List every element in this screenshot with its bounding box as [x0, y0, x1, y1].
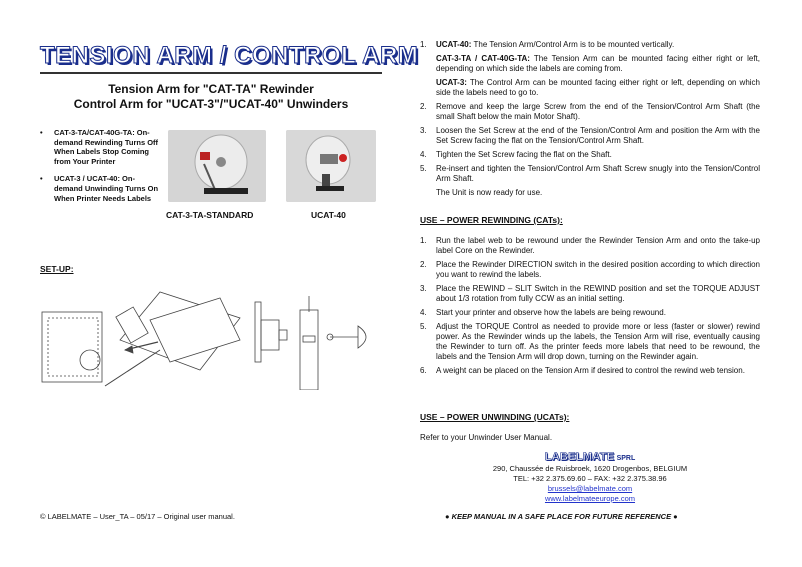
- company-email-link[interactable]: brussels@labelmate.com: [547, 484, 633, 493]
- step-text: Adjust the TORQUE Control as needed to provide more or less (faster or slower) rewind power. As the Rewinder winds up the labels, the Tension Arm will rise, eventually causing the Rewinder to turn off. As the printer feeds more labels that need to be rewound, the labels and the Tension Arm will drop down, turning on the Rewinder again.: [436, 322, 760, 361]
- subtitle-tension-arm: Tension Arm for "CAT-TA" Rewinder: [108, 82, 314, 96]
- step-text: The Tension Arm can be mounted facing either right or left, depending on which side the labels are coming from.: [436, 54, 760, 73]
- step-text: Remove and keep the large Screw from the end of the Tension/Control Arm Shaft (the small Shaft below the main Motor Shaft).: [436, 102, 760, 121]
- step-number: 2.: [420, 102, 427, 111]
- unwinding-heading: USE – POWER UNWINDING (UCATs):: [420, 412, 570, 422]
- setup-heading: SET-UP:: [40, 264, 74, 274]
- step-text: Re-insert and tighten the Tension/Control Arm Shaft Screw snugly into the Tension/Control Arm Shaft.: [436, 164, 760, 183]
- step-ready-note: The Unit is now ready for use.: [436, 188, 543, 197]
- step-lead: CAT-3-TA / CAT-40G-TA:: [436, 54, 530, 63]
- footer-keep-manual: ● KEEP MANUAL IN A SAFE PLACE FOR FUTURE REFERENCE ●: [445, 512, 678, 521]
- subtitle-control-arm: Control Arm for "UCAT-3"/"UCAT-40" Unwinders: [73, 97, 349, 111]
- step-2: [420, 102, 760, 122]
- logo-suffix: SPRL: [616, 455, 636, 462]
- unwinding-text: Refer to your Unwinder User Manual.: [420, 433, 553, 442]
- step-number: 1.: [420, 40, 427, 49]
- step-1-cat-ta: [420, 54, 760, 74]
- rewind-step-6: [420, 366, 760, 376]
- step-text: Place the Rewinder DIRECTION switch in the desired position according to which direction you want to rewind the labels.: [436, 260, 760, 279]
- step-1-ucat-3: [420, 78, 760, 98]
- step-text: Run the label web to be rewound under the Rewinder Tension Arm and onto the take-up label Core on the Rewinder.: [436, 236, 760, 255]
- step-number: 5.: [420, 164, 427, 173]
- step-3: [420, 126, 760, 146]
- step-4: [420, 150, 760, 160]
- rewind-step-5: [420, 322, 760, 362]
- step-text: Loosen the Set Screw at the end of the Tension/Control Arm and position the Arm with the Set Screw facing the flat on the Tension/Control Arm Shaft.: [436, 126, 760, 145]
- step-text: A weight can be placed on the Tension Arm if desired to control the rewind web tension.: [436, 366, 745, 375]
- bullet-ucat: • UCAT-3 / UCAT-40: On-demand Unwinding Turns On When Printer Needs Labels: [40, 174, 160, 203]
- step-text: Start your printer and observe how the labels are being rewound.: [436, 308, 666, 317]
- step-text: Tighten the Set Screw facing the flat on the Shaft.: [436, 150, 612, 159]
- caption-cat-3-ta-standard: CAT-3-TA-STANDARD: [166, 210, 254, 220]
- step-number: 3.: [420, 126, 427, 135]
- step-number: 4.: [420, 150, 427, 159]
- logo-text: LABELMATE: [544, 451, 615, 463]
- photo-ucat-40: [286, 130, 376, 202]
- title-divider: [40, 72, 382, 74]
- rewind-step-1: [420, 236, 760, 256]
- step-number: 4.: [420, 308, 427, 317]
- company-website-link[interactable]: www.labelmateeurope.com: [544, 494, 636, 503]
- step-number: 1.: [420, 236, 427, 245]
- bullet-cat-ta: • CAT-3-TA/CAT-40G-TA: On-demand Rewinding Turns Off When Labels Stop Coming from Your Printer: [40, 128, 160, 166]
- step-text: Place the REWIND – SLIT Switch in the REWIND position and set the TORQUE ADJUST about 1/3 rotation from fully CCW as an initial setting.: [436, 284, 760, 303]
- rewind-step-4: [420, 308, 760, 318]
- step-text: The Tension Arm/Control Arm is to be mounted vertically.: [471, 40, 675, 49]
- company-address: 290, Chaussée de Ruisbroek, 1620 Drogenbos, BELGIUM: [492, 464, 688, 473]
- footer-copyright: © LABELMATE – User_TA – 05/17 – Original user manual.: [40, 512, 235, 521]
- setup-steps: [420, 40, 760, 202]
- step-text: The Control Arm can be mounted facing either right or left, depending on which side the labels need to go to.: [436, 78, 760, 97]
- step-number: 2.: [420, 260, 427, 269]
- company-block: [420, 452, 760, 504]
- caption-ucat-40: UCAT-40: [311, 210, 346, 220]
- photo-cat-3-ta-standard: [168, 130, 266, 202]
- setup-diagram: [40, 290, 385, 390]
- step-number: 3.: [420, 284, 427, 293]
- step-lead: UCAT-3:: [436, 78, 467, 87]
- company-phone: TEL: +32 2.375.69.60 – FAX: +32 2.375.38.96: [513, 474, 667, 483]
- step-1: [420, 40, 760, 50]
- rewind-step-2: [420, 260, 760, 280]
- step-number: 5.: [420, 322, 427, 331]
- step-number: 6.: [420, 366, 427, 375]
- feature-bullets: [40, 128, 160, 211]
- rewinding-steps: [420, 236, 760, 380]
- rewinding-heading: USE – POWER REWINDING (CATs):: [420, 215, 563, 225]
- rewind-step-3: [420, 284, 760, 304]
- page-title: TENSION ARM / CONTROL ARM: [40, 42, 419, 69]
- company-logo: [420, 452, 760, 464]
- step-lead: UCAT-40:: [436, 40, 472, 49]
- step-5: [420, 164, 760, 184]
